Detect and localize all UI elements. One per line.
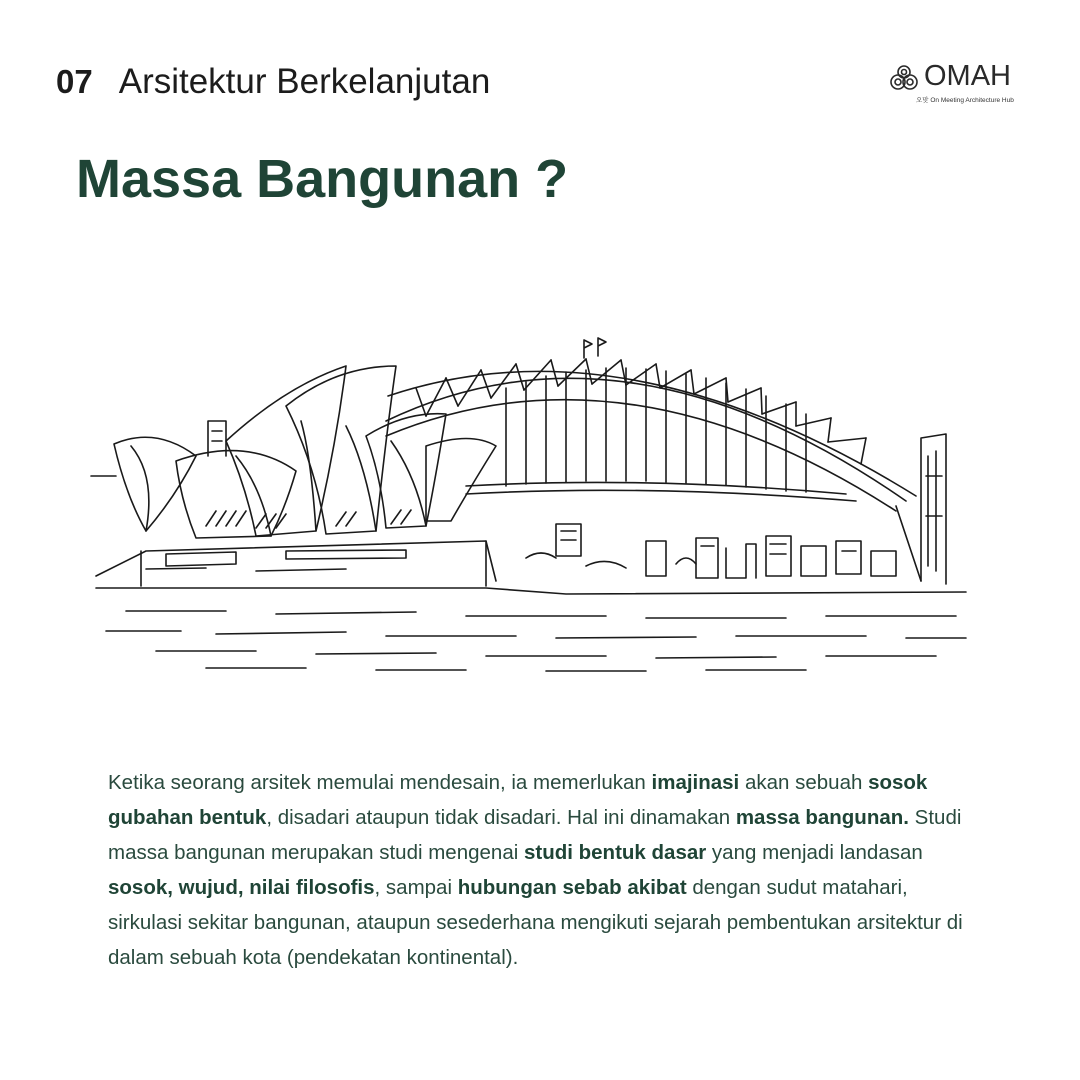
body-text-bold-segment: imajinasi [651,771,740,794]
body-paragraph [108,765,978,975]
body-text-bold-segment: sosok, wujud, nilai filosofis [108,876,375,899]
omah-mark-text: 오맞 [916,97,929,104]
body-text-bold-segment: studi bentuk dasar [523,841,707,864]
opera-house-bridge-sketch [86,326,986,676]
body-text-segment: Studi massa bangunan merupakan studi mengenai [108,806,962,864]
omah-tagline-text: On Meeting Architecture Hub [930,97,1014,104]
omah-tagline [916,95,1014,104]
omah-logo [888,60,1018,106]
omah-logo-mark-icon [888,64,922,94]
body-text-segment: , sampai [374,876,458,899]
body-text-segment: , disadari ataupun tidak disadari. Hal ini dinamakan [266,806,736,829]
omah-wordmark: OMAH [924,60,1011,92]
body-text-segment: yang menjadi landasan [706,841,923,864]
body-text-segment: dengan sudut matahari, sirkulasi sekitar bangunan, ataupun sesederhana mengikuti sejarah pembentukan arsitektur di dalam sebuah kota (pendekatan kontinental). [108,876,963,969]
body-text-segment: Ketika seorang arsitek memulai mendesain, ia memerlukan [108,771,652,794]
page-title: Massa Bangunan ? [76,149,569,209]
section-number: 07 [56,63,93,100]
body-text-bold-segment: hubungan sebab akibat [457,876,687,899]
body-text-bold-segment: sosok gubahan bentuk [108,771,928,829]
series-title: Arsitektur Berkelanjutan [118,62,491,101]
header [56,62,490,106]
body-text-segment: akan sebuah [739,771,869,794]
body-text-bold-segment: massa bangunan. [735,806,909,829]
